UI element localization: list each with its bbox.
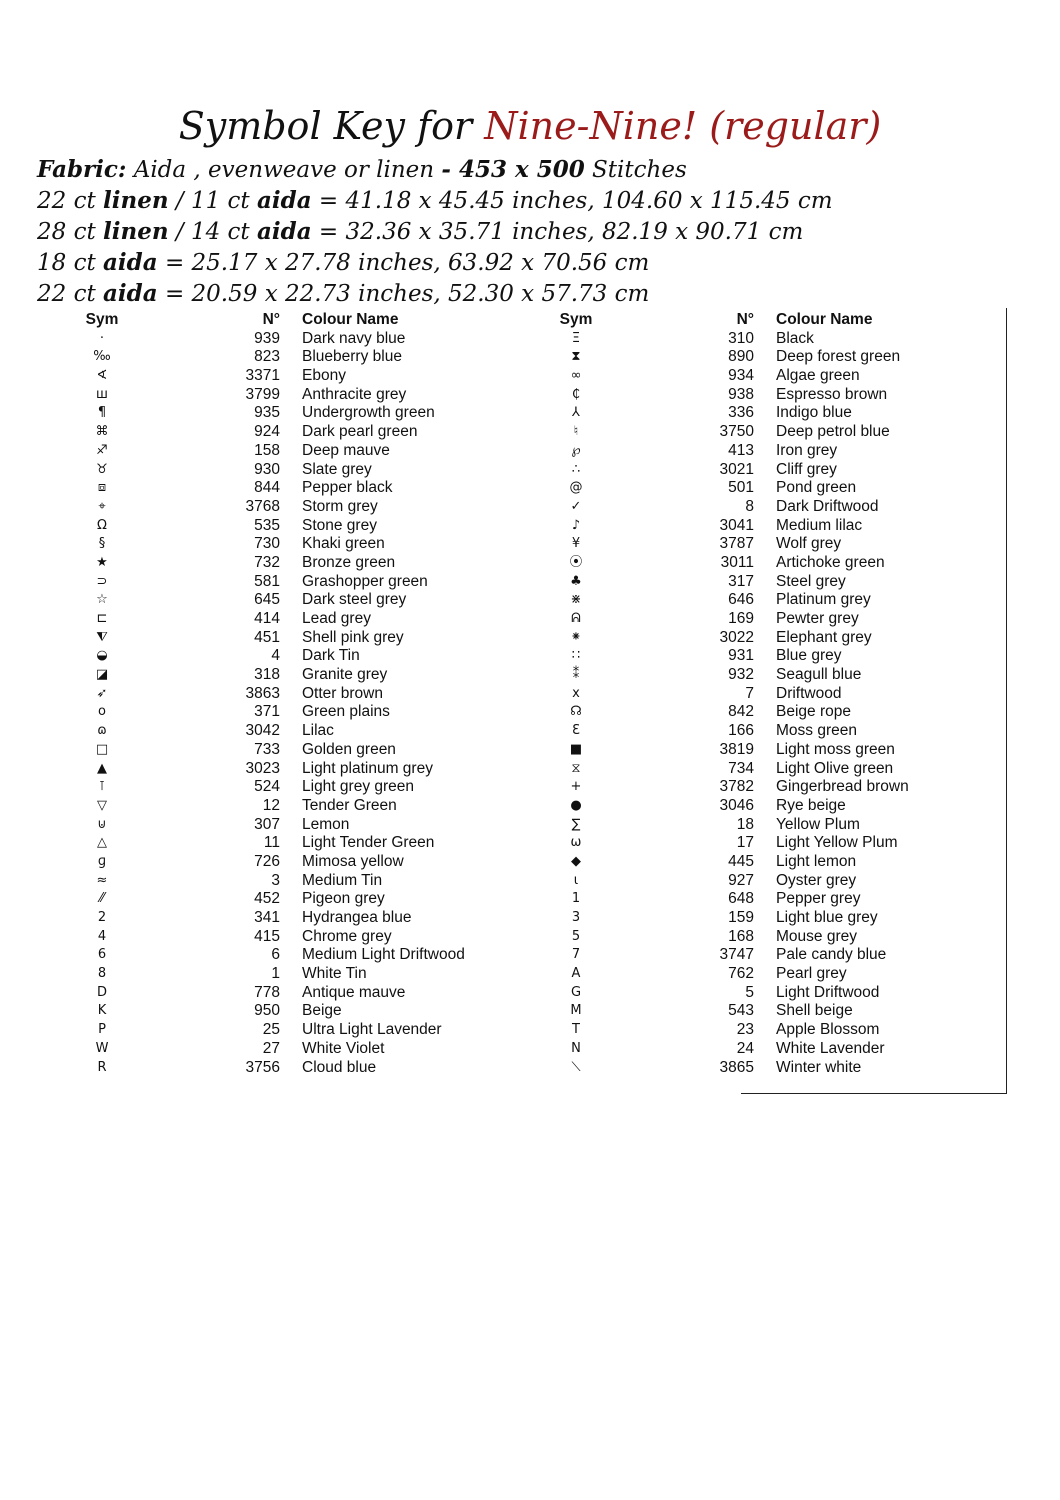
colour-name: Light grey green [302,778,415,796]
colour-number: 3371 [245,367,280,385]
symbol-glyph: M [570,1003,582,1019]
symbol-glyph: 7 [571,947,581,963]
colour-number: 3042 [245,722,280,740]
colour-number: 890 [728,348,754,366]
colour-number: 3768 [245,497,280,515]
page-title [0,100,1060,152]
symbol-glyph: ⟍ [571,1059,581,1075]
colour-number: 501 [728,479,754,497]
colour-number: 24 [736,1039,754,1057]
colour-name: Khaki green [302,535,385,553]
colour-name: Dark Driftwood [776,497,879,515]
colour-name: Beige rope [776,703,851,721]
colour-name: Elephant grey [776,628,872,646]
colour-name: Pewter grey [776,610,859,627]
colour-name: Steel grey [776,572,846,590]
symbol-glyph: ♉ [96,461,108,477]
symbol-glyph: ☊ [570,704,582,720]
colour-number: 935 [254,404,280,422]
colour-number: 931 [728,647,754,665]
colour-name: Green plains [302,703,390,721]
symbol-glyph: Ξ [571,330,581,346]
colour-name: Mimosa yellow [302,852,404,870]
colour-name: Undergrowth green [302,404,435,422]
symbol-glyph: ◒ [96,648,108,664]
symbol-glyph: ∞ [570,368,582,384]
colour-number: 543 [728,1002,754,1020]
colour-name: Medium lilac [776,516,863,534]
num-header: N° [262,311,280,328]
colour-number: 371 [254,703,280,721]
colour-number: 939 [254,329,280,347]
colour-name: Yellow Plum [776,815,860,833]
colour-number: 646 [728,591,754,609]
symbol-glyph: △ [97,835,107,851]
colour-number: 3865 [719,1058,754,1076]
fabric-text: Aida , evenweave or linen [126,157,442,183]
colour-number: 12 [262,796,280,814]
colour-number: 307 [254,815,280,833]
colour-number: 4 [271,647,280,665]
colour-number: 3799 [245,385,280,403]
colour-number: 934 [728,367,754,385]
symbol-glyph: ¶ [97,405,107,421]
colour-number: 732 [254,553,280,571]
colour-name: Light lemon [776,852,857,870]
colour-name: Dark steel grey [302,591,407,609]
symbol-glyph: ⁑ [572,667,580,683]
colour-number: 17 [736,834,754,852]
colour-name: Hydrangea blue [302,909,412,926]
colour-number: 168 [728,927,754,945]
symbol-glyph: ℘ [571,442,581,458]
colour-number: 762 [728,965,754,983]
colour-name: Platinum grey [776,591,871,609]
symbol-glyph: o [98,704,106,720]
symbol-glyph: 3 [571,910,581,925]
colour-name: Beige [302,1002,342,1020]
colour-number: 3046 [719,796,754,814]
colour-name: Chrome grey [302,927,392,945]
colour-number: 169 [728,610,754,627]
colour-name: Light moss green [776,740,895,758]
colour-name: Blue grey [776,647,842,665]
colour-name: Moss green [776,722,857,740]
colour-number: 3011 [720,553,754,571]
colour-number: 932 [728,666,754,684]
colour-name: Dark pearl green [302,423,418,441]
colour-name: Deep mauve [302,441,390,459]
colour-name: Deep forest green [776,348,901,366]
colour-number: 3756 [245,1058,280,1076]
symbol-glyph: ✓ [570,498,582,514]
colour-name: Rye beige [776,796,846,814]
symbol-glyph: ᕱ [571,611,581,626]
symbol-glyph: ♪ [571,517,581,533]
symbol-glyph: + [570,779,582,795]
table-border-right [1006,308,1007,1094]
colour-name: Deep petrol blue [776,423,890,441]
colour-number: 158 [254,441,280,459]
symbol-glyph: R [97,1059,107,1075]
colour-number: 6 [271,946,280,964]
colour-name: White Violet [302,1039,385,1057]
colour-number: 3863 [245,684,280,702]
colour-name: Cliff grey [776,460,837,478]
symbol-glyph: 8 [97,966,107,982]
colour-number: 823 [254,348,280,366]
symbol-glyph: ∑ [571,816,581,832]
symbol-glyph: ‰ [93,349,111,365]
colour-number: 1 [271,965,280,983]
colour-name: Antique mauve [302,983,406,1001]
colour-number: 3747 [719,946,754,964]
symbol-glyph: G [570,984,582,1000]
symbol-glyph: ⌘ [95,424,109,440]
symbol-glyph: 1 [571,891,581,907]
colour-number: 18 [736,815,754,833]
name-header: Colour Name [302,311,399,328]
symbol-glyph: □ [95,741,109,757]
colour-name: Light Olive green [776,759,894,777]
symbol-glyph: K [97,1003,107,1019]
colour-number: 734 [728,759,754,777]
colour-number: 23 [736,1021,754,1039]
colour-number: 3021 [719,460,754,478]
colour-number: 445 [728,852,754,870]
colour-number: 451 [254,628,280,646]
colour-name: Artichoke green [776,553,885,571]
symbol-glyph: · [99,330,105,346]
colour-name: Otter brown [302,684,383,702]
symbol-glyph: @ [569,480,583,496]
title-prefix: Symbol Key for [178,104,473,148]
colour-name: Light blue grey [776,909,878,926]
symbol-glyph: ★ [96,554,108,570]
colour-name: Light platinum grey [302,759,433,777]
size-line: 28 ct linen / 14 ct aida = 32.36 x 35.71 inches, 82.19 x 90.71 cm [37,218,804,245]
table-border-bottom [741,1093,1007,1094]
colour-name: Pearl grey [776,965,847,983]
colour-number: 8 [745,497,754,515]
colour-number: 11 [263,834,280,852]
symbol-glyph: ▽ [97,797,107,813]
symbol-glyph: ◪ [95,667,109,683]
colour-name: Cloud blue [302,1058,377,1076]
colour-name: Light Tender Green [302,834,435,852]
colour-number: 166 [728,722,754,740]
colour-number: 842 [728,703,754,721]
colour-number: 3 [271,871,280,889]
colour-number: 930 [254,460,280,478]
colour-name: Lead grey [302,610,371,627]
colour-name: Medium Light Driftwood [302,946,465,964]
num-header: N° [736,311,754,328]
colour-name: Granite grey [302,666,388,684]
colour-number: 317 [728,572,754,590]
colour-number: 415 [254,927,280,945]
symbol-glyph: A [571,966,581,982]
symbol-glyph: ◆ [571,853,581,869]
symbol-glyph: ⧨ [96,629,108,645]
symbol-glyph: W [95,1040,109,1056]
colour-number: 159 [728,909,754,926]
colour-number: 733 [254,740,280,758]
symbol-glyph: ⧈ [97,480,107,496]
size-line: 18 ct aida = 25.17 x 27.78 inches, 63.92 x 70.56 cm [37,249,650,276]
colour-number: 924 [254,423,280,441]
symbol-glyph: ☆ [96,592,108,608]
colour-number: 27 [262,1039,280,1057]
colour-name: Wolf grey [776,535,842,553]
colour-name: Tender Green [302,796,397,814]
symbol-glyph: ⁄⁄ [99,891,105,907]
colour-number: 535 [254,516,280,534]
symbol-glyph: N [571,1040,581,1056]
colour-name: Shell beige [776,1002,853,1020]
colour-number: 648 [728,890,754,908]
colour-number: 778 [254,983,280,1001]
colour-number: 3023 [245,759,280,777]
colour-number: 844 [254,479,280,497]
colour-number: 336 [728,404,754,422]
fabric-line [37,154,687,186]
symbol-glyph: Ɛ [572,723,580,739]
symbol-glyph: ⧗ [571,349,581,365]
symbol-glyph: 4 [97,928,107,944]
colour-name: Storm grey [302,497,378,515]
colour-number: 452 [254,890,280,908]
symbol-glyph: ∴ [571,461,581,477]
colour-name: Pale candy blue [776,946,887,964]
symbol-glyph: ■ [569,741,583,757]
symbol-glyph: ш [96,386,108,402]
symbol-glyph: ⅄ [572,405,580,421]
symbol-glyph: ≈ [96,872,108,888]
colour-name: Pepper black [302,479,393,497]
fabric-label: Fabric: [37,156,127,183]
symbol-glyph: § [98,536,106,552]
colour-number: 3782 [719,778,754,796]
colour-name: Light Driftwood [776,983,880,1001]
colour-name: Golden green [302,740,396,758]
colour-number: 25 [262,1021,280,1039]
symbol-glyph: ω [570,835,582,851]
colour-name: Anthracite grey [302,385,407,403]
colour-number: 950 [254,1002,280,1020]
colour-name: White Lavender [776,1039,885,1057]
symbol-glyph: 5 [571,928,581,944]
symbol-glyph: Ω [97,517,107,533]
colour-name: White Tin [302,965,367,983]
colour-name: Driftwood [776,684,842,702]
colour-name: Oyster grey [776,871,857,889]
size-line: 22 ct aida = 20.59 x 22.73 inches, 52.30 x 57.73 cm [37,280,650,307]
colour-name: Espresso brown [776,385,888,403]
name-header: Colour Name [776,311,873,328]
colour-number: 310 [728,329,754,347]
colour-name: Winter white [776,1058,862,1076]
colour-name: Bronze green [302,553,396,571]
colour-name: Blueberry blue [302,348,402,366]
colour-number: 7 [745,684,754,702]
colour-name: Gingerbread brown [776,778,909,796]
symbol-glyph: x [572,685,580,701]
colour-name: Black [776,329,814,347]
symbol-glyph: ♮ [573,424,579,440]
symbol-glyph: ▲ [97,760,107,776]
colour-number: 927 [728,871,754,889]
colour-name: Ebony [302,367,346,385]
colour-name: Pond green [776,479,857,497]
symbol-glyph: ⌖ [98,498,106,514]
stitch-suffix: Stitches [584,157,687,183]
colour-name: Light Yellow Plum [776,834,898,852]
colour-name: Iron grey [776,441,838,459]
colour-name: Apple Blossom [776,1021,880,1039]
sym-header: Sym [85,311,119,328]
colour-number: 3787 [719,535,754,553]
symbol-glyph: ⧖ [571,760,581,776]
colour-number: 341 [254,909,280,926]
colour-name: Medium Tin [302,871,383,889]
colour-name: Pigeon grey [302,890,385,908]
colour-name: Dark Tin [302,647,360,665]
symbol-glyph: ♐ [96,442,108,458]
symbol-glyph: T [572,1022,580,1038]
symbol-glyph: ⦿ [569,554,583,570]
colour-number: 414 [254,610,280,627]
symbol-glyph: 6 [97,947,107,963]
colour-name: Dark navy blue [302,329,406,347]
colour-name: Slate grey [302,460,372,478]
symbol-glyph: ⊃ [96,573,108,589]
colour-name: Algae green [776,367,860,385]
symbol-glyph: ɷ [97,723,107,739]
colour-number: 3819 [719,740,754,758]
symbol-glyph: ⊏ [96,611,108,626]
fabric-dash: - [441,156,459,183]
symbol-glyph: ¥ [571,536,581,552]
symbol-glyph: ɡ [97,853,107,869]
size-line: 22 ct linen / 11 ct aida = 41.18 x 45.45 inches, 104.60 x 115.45 cm [37,187,833,214]
colour-name: Stone grey [302,516,377,534]
colour-number: 524 [254,778,280,796]
symbol-glyph: D [96,984,107,1000]
symbol-glyph: ∢ [96,368,108,384]
colour-name: Lemon [302,815,350,833]
symbol-glyph: ● [570,797,582,813]
symbol-glyph: ɩ [573,872,579,888]
colour-number: 318 [254,666,280,684]
colour-number: 726 [254,852,280,870]
sym-header: Sym [559,311,593,328]
pattern-name: Nine-Nine! (regular) [484,104,882,148]
colour-name: Grashopper green [302,572,428,590]
colour-number: 730 [254,535,280,553]
colour-name: Indigo blue [776,404,852,422]
symbol-glyph: ♣ [570,573,582,589]
symbol-glyph: ∷ [571,648,581,664]
symbol-glyph: ➶ [96,685,108,701]
symbol-glyph: ⁕ [570,629,582,645]
stitch-count: 453 x 500 [458,156,585,183]
colour-name: Mouse grey [776,927,857,945]
colour-number: 938 [728,385,754,403]
colour-name: Lilac [302,722,334,740]
symbol-glyph: ₵ [571,386,581,402]
colour-name: Ultra Light Lavender [302,1021,442,1039]
colour-number: 3041 [719,516,754,534]
symbol-glyph: ⋇ [570,592,582,608]
symbol-glyph: P [98,1022,106,1038]
colour-number: 581 [254,572,280,590]
colour-name: Seagull blue [776,666,862,684]
colour-number: 3022 [719,628,754,646]
colour-number: 3750 [719,423,754,441]
colour-name: Pepper grey [776,890,861,908]
colour-number: 413 [728,441,754,459]
colour-name: Shell pink grey [302,628,404,646]
colour-number: 5 [745,983,754,1001]
symbol-glyph: ⊺ [98,779,106,795]
symbol-glyph: ⊍ [97,816,107,832]
symbol-glyph: 2 [97,910,107,925]
colour-number: 645 [254,591,280,609]
